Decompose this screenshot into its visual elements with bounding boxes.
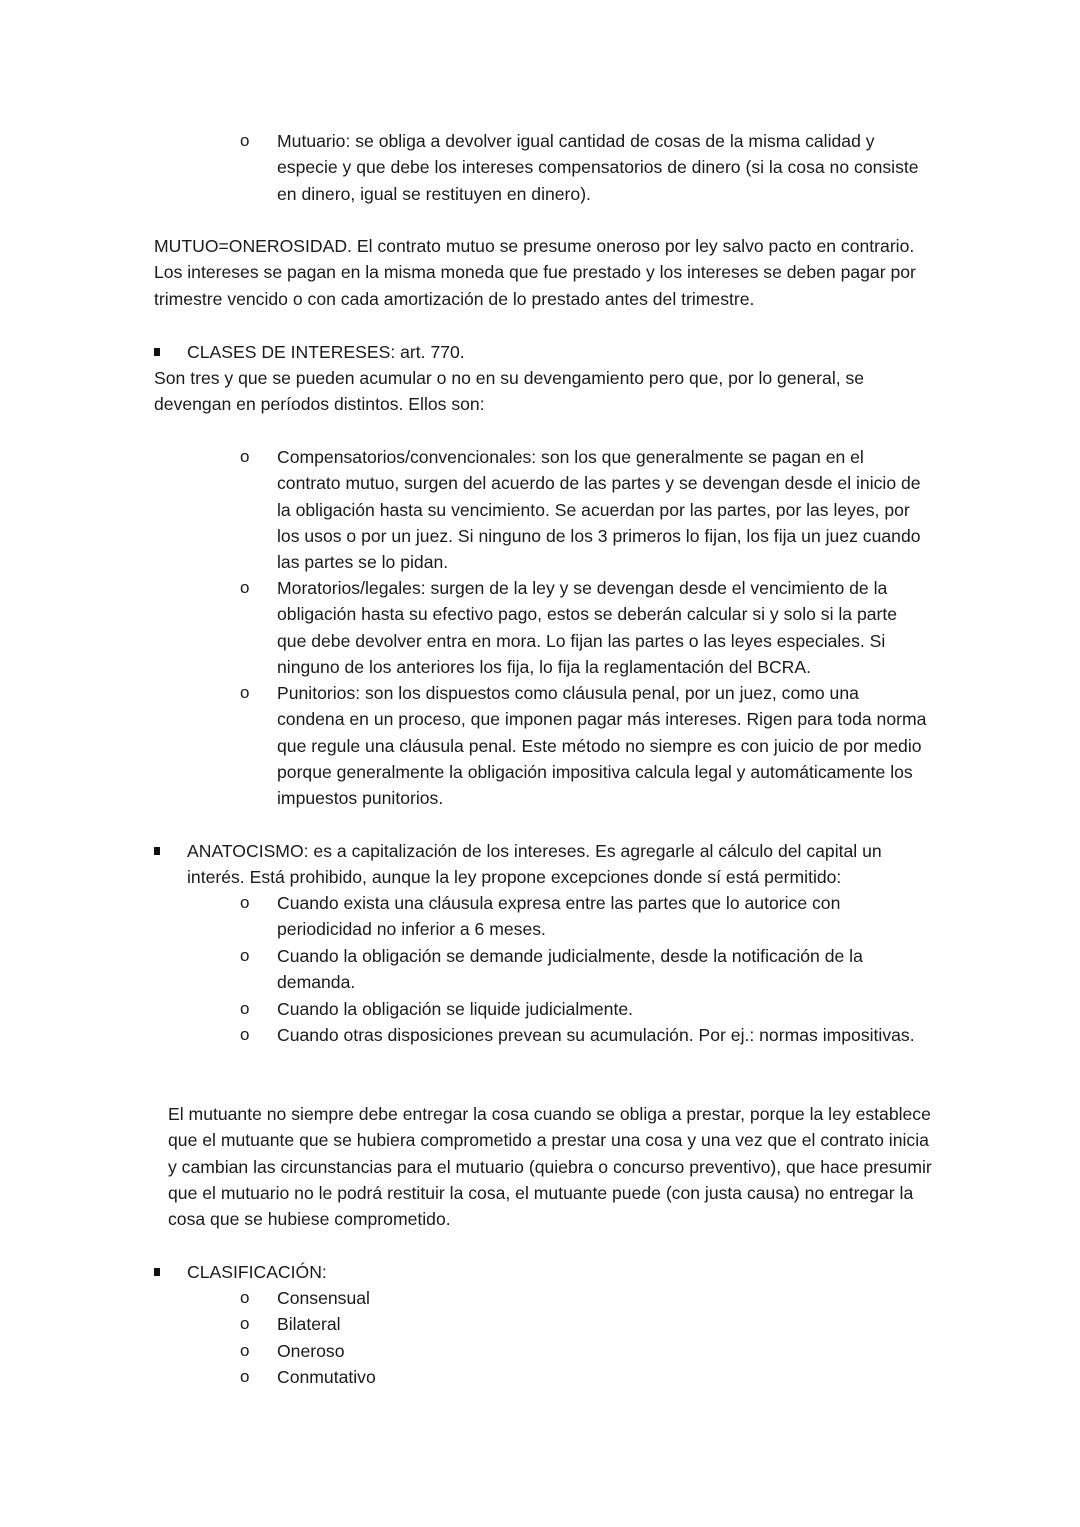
circle-bullet-icon: o	[240, 447, 250, 466]
circle-bullet-icon: o	[240, 1288, 250, 1307]
list-item-oneroso	[240, 1338, 930, 1364]
circle-bullet-icon: o	[240, 946, 250, 965]
square-bullet-icon	[154, 847, 160, 855]
list-item-bilateral	[240, 1311, 930, 1337]
list-item-punitorios	[240, 680, 930, 811]
circle-bullet-icon: o	[240, 1367, 250, 1386]
list-item-anatocismo-2	[240, 943, 930, 996]
list-item-text: Cuando exista una cláusula expresa entre las partes que lo autorice con periodicidad no inferior a 6 meses.	[277, 893, 841, 940]
list-item-text: Compensatorios/convencionales: son los que generalmente se pagan en el contrato mutuo, surgen del acuerdo de las partes y se devengan desde el inicio de la obligación hasta su vencimiento. Se acuerdan por las partes, por las leyes, por los usos o por un juez. Si ninguno de los 3 primeros lo fijan, los fija un juez cuando las partes se lo pidan.	[277, 447, 921, 573]
list-item-text: Cuando otras disposiciones prevean su acumulación. Por ej.: normas impositivas.	[277, 1025, 915, 1045]
list-item-text: Consensual	[277, 1288, 370, 1308]
circle-bullet-icon: o	[240, 893, 250, 912]
circle-bullet-icon: o	[240, 683, 250, 702]
onerosidad-paragraph: MUTUO=ONEROSIDAD. El contrato mutuo se presume oneroso por ley salvo pacto en contrario. Los intereses se pagan en la misma moneda que fue prestado y los intereses se deben pagar por trimestre vencido o con cada amortización de lo prestado antes del trimestre.	[154, 236, 916, 309]
clasificacion-heading: CLASIFICACIÓN:	[187, 1262, 327, 1282]
anatocismo-heading-item	[154, 838, 914, 891]
square-bullet-icon	[154, 348, 160, 356]
clases-intro: Son tres y que se pueden acumular o no en su devengamiento pero que, por lo general, se devengan en períodos distintos. Ellos son:	[154, 368, 865, 415]
list-item-moratorios	[240, 575, 930, 680]
anatocismo-heading: ANATOCISMO: es a capitalización de los intereses. Es agregarle al cálculo del capital un interés. Está prohibido, aunque la ley propone excepciones donde sí está permitido:	[187, 841, 882, 888]
circle-bullet-icon: o	[240, 131, 250, 150]
list-item-text: Bilateral	[277, 1314, 341, 1334]
list-item-text: Cuando la obligación se demande judicialmente, desde la notificación de la demanda.	[277, 946, 863, 993]
square-bullet-icon	[154, 1268, 160, 1276]
list-item-anatocismo-1	[240, 890, 930, 943]
list-item-text: Moratorios/legales: surgen de la ley y se devengan desde el vencimiento de la obligación hasta su efectivo pago, estos se deberán calcular si y solo si la parte que debe devolver entra en mora. Lo fijan las partes o las leyes especiales. Si ninguno de los anteriores los fija, lo fija la reglamentación del BCRA.	[277, 578, 898, 677]
list-item-text: Punitorios: son los dispuestos como cláusula penal, por un juez, como una condena en un proceso, que imponen pagar más intereses. Rigen para toda norma que regule una cláusula penal. Este método no siempre es con juicio de por medio porque generalmente la obligación impositiva calcula legal y automáticamente los impuestos punitorios.	[277, 683, 927, 809]
list-item-text: Oneroso	[277, 1341, 345, 1361]
list-item-consensual	[240, 1285, 930, 1311]
clases-heading: CLASES DE INTERESES: art. 770.	[187, 342, 465, 362]
circle-bullet-icon: o	[240, 1025, 250, 1044]
list-item-conmutativo	[240, 1364, 930, 1390]
circle-bullet-icon: o	[240, 999, 250, 1018]
list-item-anatocismo-4	[240, 1022, 930, 1048]
list-item-anatocismo-3	[240, 996, 930, 1022]
circle-bullet-icon: o	[240, 1341, 250, 1360]
list-item-text: Mutuario: se obliga a devolver igual cantidad de cosas de la misma calidad y especie y que debe los intereses compensatorios de dinero (si la cosa no consiste en dinero, igual se restituyen en dinero).	[277, 131, 919, 204]
circle-bullet-icon: o	[240, 578, 250, 597]
circle-bullet-icon: o	[240, 1314, 250, 1333]
list-item-compensatorios	[240, 444, 930, 575]
list-item-text: Conmutativo	[277, 1367, 376, 1387]
mutuante-paragraph: El mutuante no siempre debe entregar la cosa cuando se obliga a prestar, porque la ley establece que el mutuante que se hubiera comprometido a prestar una cosa y una vez que el contrato inicia y cambian las circunstancias para el mutuario (quiebra o concurso preventivo), que hace presumir que el mutuario no le podrá restituir la cosa, el mutuante puede (con justa causa) no entregar la cosa que se hubiese comprometido.	[168, 1104, 932, 1230]
list-item-text: Cuando la obligación se liquide judicialmente.	[277, 999, 634, 1019]
clasificacion-heading-item	[154, 1259, 914, 1285]
list-item-mutuario	[240, 128, 930, 207]
clases-heading-item	[154, 339, 914, 365]
